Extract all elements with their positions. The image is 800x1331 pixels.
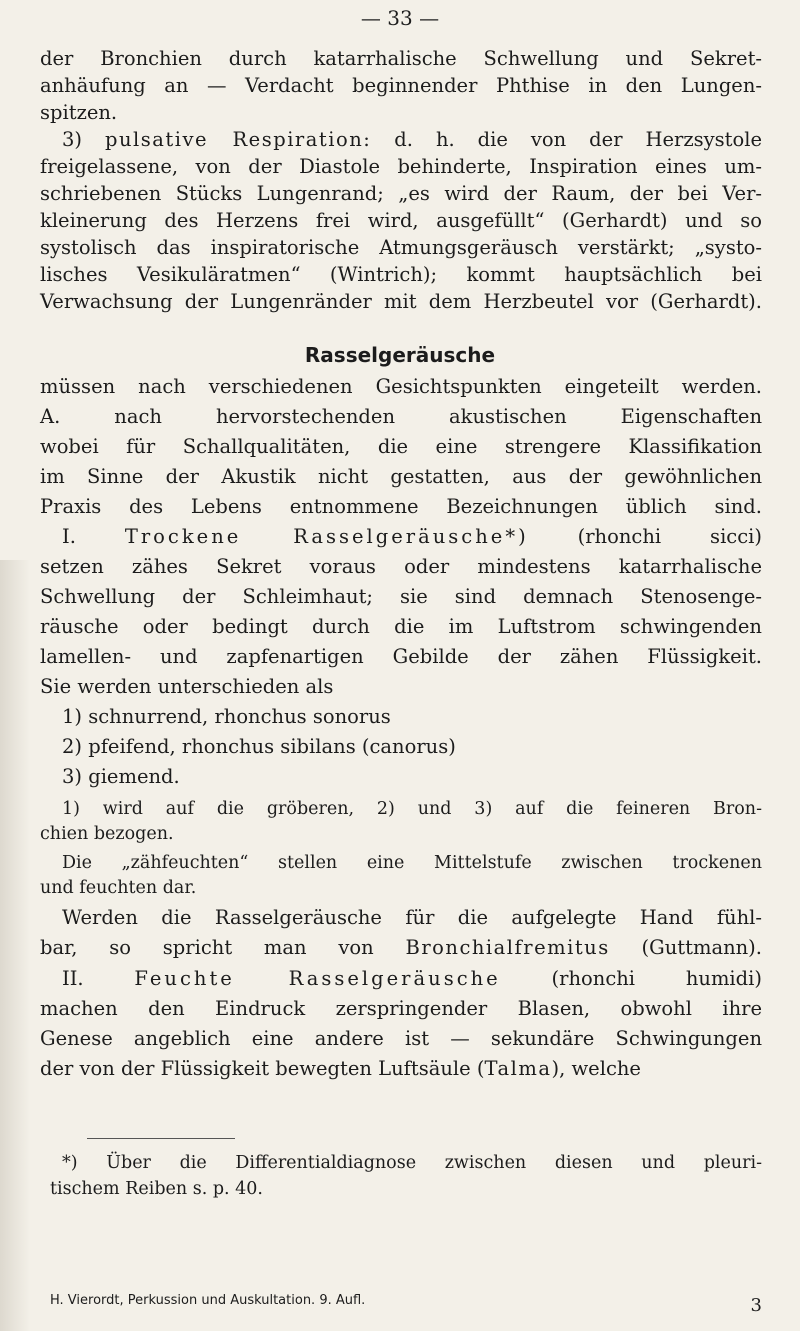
text-line: räusche oder bedingt durch die im Luftstrom schwingenden	[40, 615, 762, 638]
scan-edge-shadow	[0, 560, 30, 1331]
text-line: Praxis des Lebens entnommene Bezeichnungen üblich sind.	[40, 495, 762, 518]
text-run: (rhonchi humidi)	[551, 967, 762, 990]
list-item: 3) giemend.	[62, 765, 180, 788]
respiration-first-line	[62, 127, 762, 153]
text-line: Genese angeblich eine andere ist — sekundäre Schwingungen	[40, 1027, 762, 1050]
feuchte-first-line	[62, 966, 762, 992]
text-line: der Bronchien durch katarrhalische Schwellung und Sekret-	[40, 47, 762, 70]
text-line: machen den Eindruck zerspringender Blasen, obwohl ihre	[40, 997, 762, 1020]
text-line: Sie werden unterschieden als	[40, 675, 334, 698]
footnote-line: tischem Reiben s. p. 40.	[50, 1179, 263, 1199]
section-heading: Rasselgeräusche	[304, 343, 496, 367]
list-item: 2) pfeifend, rhonchus sibilans (canorus)	[62, 735, 456, 758]
text-line: im Sinne der Akustik nicht gestatten, aus der gewöhnlichen	[40, 465, 762, 488]
text-line: Verwachsung der Lungenränder mit dem Herzbeutel vor (Gerhardt).	[40, 290, 762, 313]
text-line: wobei für Schallqualitäten, die eine strengere Klassifikation	[40, 435, 762, 458]
page-footer	[50, 1293, 762, 1316]
text-line: Werden die Rasselgeräusche für die aufgelegte Hand fühl-	[62, 906, 762, 929]
feuchte-last-line	[40, 1056, 762, 1082]
signature-mark: 3	[750, 1295, 762, 1316]
text-line: kleinerung des Herzens frei wird, ausgefüllt“ (Gerhardt) und so	[40, 209, 762, 232]
small-text-line: Die „zähfeuchten“ stellen eine Mittelstufe zwischen trockenen	[62, 853, 762, 873]
text-run: der von der Flüssigkeit bewegten Luftsäule (	[40, 1057, 485, 1080]
footnote-line: *) Über die Differentialdiagnose zwischen diesen und pleuri-	[62, 1153, 762, 1173]
footer-text: H. Vierordt, Perkussion und Auskultation. 9. Aufl.	[50, 1293, 366, 1308]
text-run: d. h. die von der Herzsystole	[394, 128, 762, 151]
text-run: (Guttmann).	[641, 936, 762, 959]
text-line: schriebenen Stücks Lungenrand; „es wird der Raum, der bei Ver-	[40, 182, 762, 205]
text-line: spitzen.	[40, 101, 118, 124]
text-run: ), welche	[551, 1057, 641, 1080]
roman-numeral: II.	[62, 967, 84, 990]
trockene-first-line	[62, 524, 762, 550]
term-trockene: Trockene Rasselgeräusche*)	[124, 525, 529, 548]
text-line: systolisch das inspiratorische Atmungsgeräusch verstärkt; „systo-	[40, 236, 762, 259]
subsection-a: A. nach hervorstechenden akustischen Eigenschaften	[40, 405, 762, 428]
small-text-line: chien bezogen.	[40, 824, 174, 844]
text-line: müssen nach verschiedenen Gesichtspunkten eingeteilt werden.	[40, 375, 762, 398]
text-run: bar, so spricht man von	[40, 936, 374, 959]
text-line: anhäufung an — Verdacht beginnender Phthise in den Lungen-	[40, 74, 762, 97]
term-feuchte: Feuchte Rasselgeräusche	[134, 967, 501, 990]
footnote-divider	[87, 1138, 235, 1139]
roman-numeral: I.	[62, 525, 76, 548]
page-number: — 33 —	[360, 6, 440, 30]
list-item: 1) schnurrend, rhonchus sonorus	[62, 705, 391, 728]
text-line: lamellen- und zapfenartigen Gebilde der zähen Flüssigkeit.	[40, 645, 762, 668]
text-line: lisches Vesikuläratmen“ (Wintrich); kommt hauptsächlich bei	[40, 263, 762, 286]
term-talma: Talma	[484, 1057, 552, 1080]
term-respiration: pulsative Respiration:	[104, 128, 372, 151]
text-line: freigelassene, von der Diastole behinderte, Inspiration eines um-	[40, 155, 762, 178]
term-bronchialfremitus: Bronchialfremitus	[405, 936, 610, 959]
small-text-line: und feuchten dar.	[40, 878, 197, 898]
fremitus-line	[40, 935, 762, 961]
text-line: setzen zähes Sekret voraus oder mindestens katarrhalische	[40, 555, 762, 578]
item-number: 3)	[62, 128, 83, 151]
text-line: Schwellung der Schleimhaut; sie sind demnach Stenosenge-	[40, 585, 762, 608]
text-run: (rhonchi sicci)	[577, 525, 762, 548]
small-text-line: 1) wird auf die gröberen, 2) und 3) auf die feineren Bron-	[62, 799, 762, 819]
